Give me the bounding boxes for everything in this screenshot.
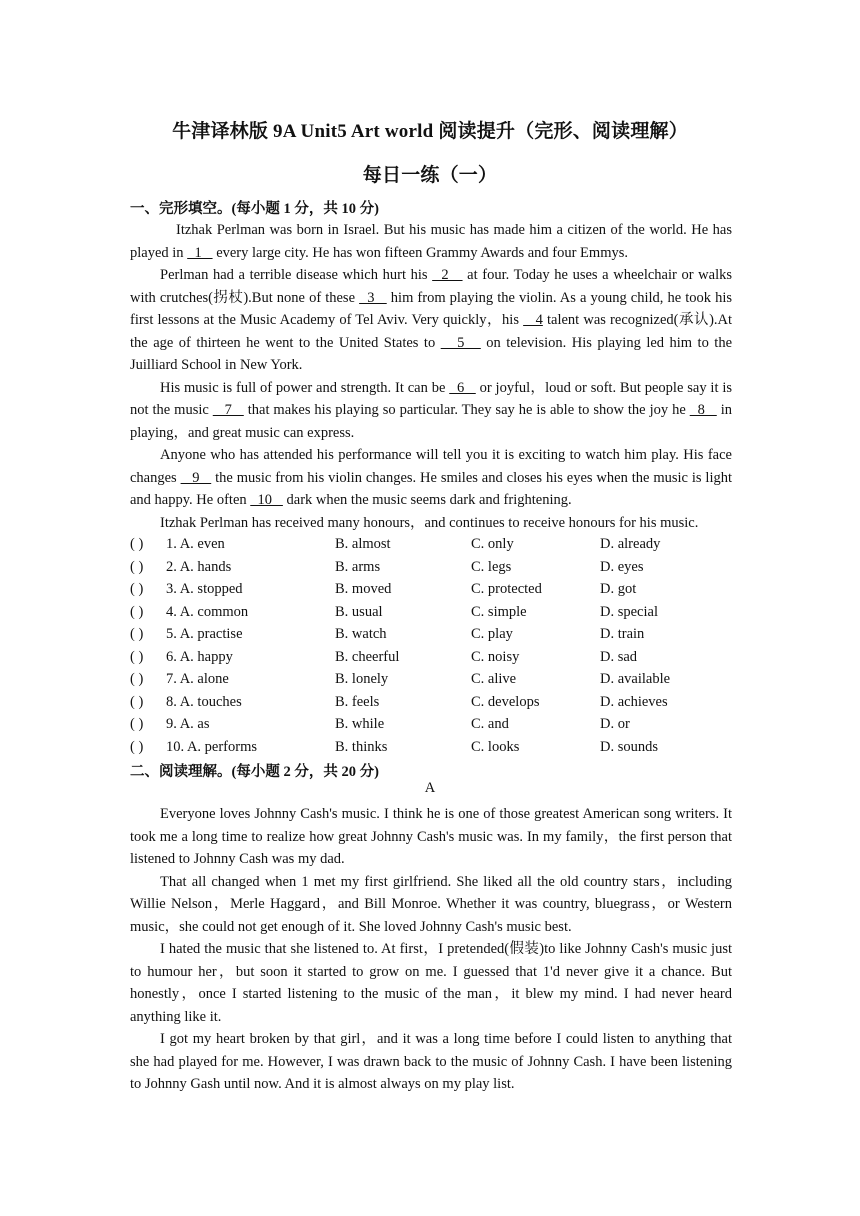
blank-4: 4 — [523, 312, 543, 328]
cloze-options — [130, 533, 732, 758]
question-row — [130, 668, 732, 691]
blank-7: 7 — [212, 402, 244, 418]
option-a: 5. A. practise — [166, 626, 243, 642]
option-a: 10. A. performs — [166, 738, 258, 755]
option-c: C. simple — [471, 603, 527, 620]
blank-1: 1 — [187, 244, 213, 261]
passage-text: Perlman had a terrible disease which hurt his — [160, 267, 433, 283]
passage-text: every large city. He has won fifteen Grammy Awards and four Emmys. — [212, 244, 628, 261]
passage-text: talent was recognized(承认).At the age of thirteen he went to the United States to — [130, 312, 733, 351]
question-row — [130, 623, 732, 646]
option-c: C. play — [471, 626, 513, 642]
option-d: D. special — [600, 603, 658, 620]
passage-text: at four. Today he uses a wheelchair or walks with crutches(拐杖).But none of these — [130, 267, 732, 306]
option-d: D. train — [600, 626, 645, 642]
option-c: C. only — [471, 536, 514, 552]
option-d: D. or — [600, 716, 630, 732]
answer-paren[interactable]: ( ) — [130, 626, 144, 642]
blank-5: 5 — [440, 334, 481, 351]
passage-text: dark when the music seems dark and frightening. — [282, 492, 572, 508]
section-heading-cloze: 一、完形填空。(每小题 1 分，共 10 分) — [130, 201, 379, 217]
option-c: C. and — [471, 716, 509, 732]
blank-10: 10 — [250, 492, 283, 508]
option-c: C. noisy — [471, 648, 520, 665]
option-a: 4. A. common — [166, 603, 249, 620]
blank-9: 9 — [180, 469, 212, 486]
reading-passage — [130, 803, 732, 1096]
cloze-paragraph-1 — [130, 219, 732, 264]
section-heading-reading: 二、阅读理解。(每小题 2 分，共 20 分) — [130, 764, 379, 780]
option-d: D. sad — [600, 648, 638, 665]
option-a: 2. A. hands — [166, 558, 232, 575]
worksheet-title: 牛津译林版 9A Unit5 Art world 阅读提升（完形、阅读理解） — [172, 121, 688, 142]
worksheet-subtitle: 每日一练（一） — [362, 165, 498, 186]
passage-letter: A — [424, 780, 436, 796]
answer-paren[interactable]: ( ) — [130, 536, 144, 552]
passage-text: that makes his playing so particular. They say he is able to show the joy he — [243, 402, 690, 418]
blank-3: 3 — [359, 289, 387, 306]
option-b: B. feels — [335, 693, 380, 710]
option-b: B. usual — [335, 603, 383, 620]
passage-text: him from playing the violin. As a young child, he took his first lessons at the Music Academy of Tel Aviv. Very quickly，his — [130, 289, 733, 328]
question-row — [130, 601, 732, 624]
answer-paren[interactable]: ( ) — [130, 671, 144, 687]
passage-text: or joyful，loud or soft. But people say it is not the music — [130, 379, 733, 418]
blank-6: 6 — [449, 379, 476, 396]
question-row — [130, 713, 732, 736]
option-b: B. thinks — [335, 738, 388, 755]
option-a: 7. A. alone — [166, 671, 229, 687]
question-row — [130, 533, 732, 556]
option-b: B. while — [335, 716, 385, 732]
passage-text: His music is full of power and strength. It can be — [160, 379, 450, 396]
passage-text: the music from his violin changes. He smiles and closes his eyes when the music is light and happy. He often — [130, 469, 733, 508]
question-row — [130, 691, 732, 714]
option-c: C. looks — [471, 738, 520, 755]
option-d: D. got — [600, 581, 637, 597]
answer-paren[interactable]: ( ) — [130, 716, 144, 732]
reading-paragraph-3: I hated the music that she listened to. At first，I pretended(假装)to like Johnny Cash's music just to humour her，but soon it started to grow on me. I guessed that 1'd never give it a chance. But honestly，once I started listening to the music of the man，it blew my mind. I had never heard anything like it. — [130, 941, 732, 1025]
option-b: B. lonely — [335, 671, 389, 687]
option-a: 3. A. stopped — [166, 581, 243, 597]
reading-paragraph-2: That all changed when 1 met my first girlfriend. She liked all the old country stars，including Willie Nelson，Merle Haggard，and Bill Monroe. Whether it was country, bluegrass，or Western music，she could not get enough of it. She loved Johnny Cash's music best. — [130, 873, 732, 935]
cloze-paragraph-2 — [130, 264, 732, 377]
blank-8: 8 — [689, 402, 717, 418]
answer-paren[interactable]: ( ) — [130, 558, 144, 575]
option-d: D. already — [600, 536, 661, 552]
answer-paren[interactable]: ( ) — [130, 648, 144, 665]
answer-paren[interactable]: ( ) — [130, 693, 144, 710]
option-d: D. available — [600, 671, 671, 687]
option-c: C. protected — [471, 581, 542, 597]
reading-paragraph-1: Everyone loves Johnny Cash's music. I think he is one of those greatest American song writers. It took me a long time to realize how great Johnny Cash's music was. In my family，the first person that listened to Johnny Cash was my dad. — [130, 806, 732, 867]
option-d: D. sounds — [600, 738, 659, 755]
passage-text: on television. His playing led him to the Juilliard School in New York. — [130, 334, 733, 373]
option-b: B. moved — [335, 581, 392, 597]
passage-text: Anyone who has attended his performance will tell you it is exciting to watch him play. His face changes — [130, 447, 732, 486]
cloze-paragraph-4 — [130, 444, 732, 512]
option-b: B. almost — [335, 536, 391, 552]
answer-paren[interactable]: ( ) — [130, 581, 144, 597]
option-b: B. watch — [335, 626, 387, 642]
cloze-passage — [130, 219, 732, 534]
option-a: 1. A. even — [166, 536, 225, 552]
option-d: D. eyes — [600, 558, 644, 575]
reading-paragraph-4: I got my heart broken by that girl，and it was a long time before I could listen to anything that she had played for me. However, I was drawn back to the music of Johnny Cash. I have been listening to Johnny Gash until now. And it is almost always on my play list. — [130, 1031, 732, 1092]
option-c: C. legs — [471, 558, 512, 575]
cloze-paragraph-3 — [130, 377, 732, 445]
question-row — [130, 646, 732, 669]
option-b: B. cheerful — [335, 648, 400, 665]
option-a: 6. A. happy — [166, 648, 233, 665]
option-c: C. develops — [471, 693, 540, 710]
option-a: 9. A. as — [166, 716, 210, 732]
question-row — [130, 578, 732, 601]
option-c: C. alive — [471, 671, 517, 687]
answer-paren[interactable]: ( ) — [130, 603, 144, 620]
option-a: 8. A. touches — [166, 693, 242, 710]
option-b: B. arms — [335, 558, 381, 575]
option-d: D. achieves — [600, 693, 668, 710]
blank-2: 2 — [432, 267, 463, 283]
question-row — [130, 556, 732, 579]
cloze-paragraph-5: Itzhak Perlman has received many honours，and continues to receive honours for his music. — [160, 514, 699, 531]
answer-paren[interactable]: ( ) — [130, 738, 144, 755]
passage-text: Itzhak Perlman was born in Israel. But his music has made him a citizen of the world. He has played in — [130, 222, 732, 261]
passage-text: in playing，and great music can express. — [130, 402, 733, 441]
question-row — [130, 736, 732, 759]
